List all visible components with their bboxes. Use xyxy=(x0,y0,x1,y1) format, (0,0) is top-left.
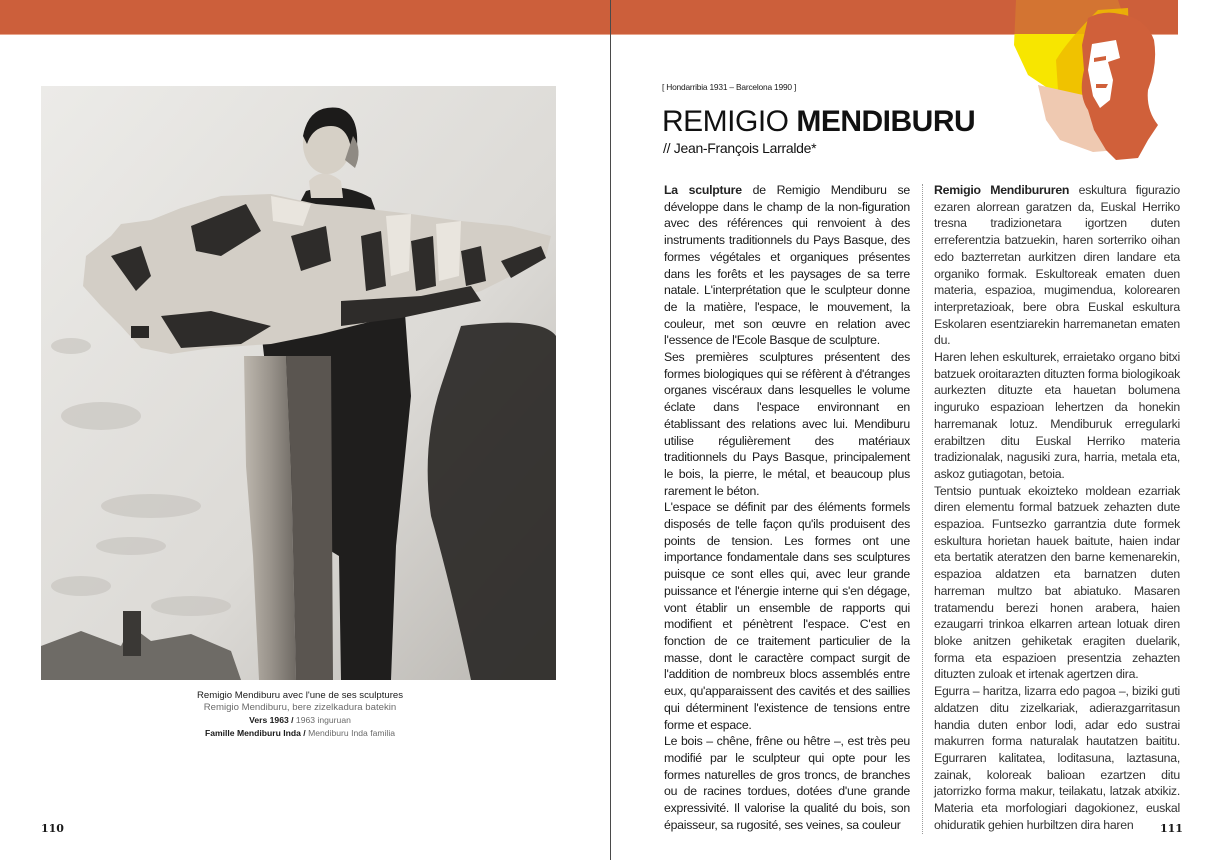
french-paragraph: L'espace se définit par des éléments formels disposés de telle façon qu'ils produisent des points de tension. Les formes ont une importance fondamentale dans ses sculptures puisque ce sont elles qui, avec leur grande puissance et l'énergie interne qui s'en dégage, vont établir un ensemble de rapports qui modifient et pénètrent l'espace. C'est en fonction de ce traitement particulier de la masse, dont le caractère compact surgit de l'addition de nombreux blocs assemblés entre eux, qu'apparaissent des cavités et des saillies qui déterminent l'existence de tensions entre forme et espace. xyxy=(664,500,910,732)
basque-text-column xyxy=(934,182,1180,833)
basque-paragraph: Tentsio puntuak ekoizteko moldean ezarriak diren elementu formal batzuek zehazten dute espazioa. Funtsezko garrantzia dute formek eskultura horietan hauek baitute, haien indar eta bertatik ateratzen den barne kemenarekin, espazioa aldatzen eta barnatzen duten harreman multzo bat abiatuko. Masaren tratamendu berezi honen arabera, haien ezaugarri trinkoa elkarren artean lotuak diren bloke anitzen gehiketak eragiten duelarik, forma eta espazioen presentzia zehazten dituzten zuloak et irtenak agertzen dira. xyxy=(934,483,1180,682)
caption-credit xyxy=(150,727,450,740)
caption-title-french: Remigio Mendiburu avec l'une de ses sculptures xyxy=(196,690,404,701)
page-spine-divider xyxy=(610,0,611,860)
french-paragraph: Le bois – chêne, frêne ou hêtre –, est très peu modifié par le sculpteur qui opte pour les formes naturelles de gros troncs, de branches ou de racines tordues, dotées d'une grande expressivité. Il valorise la qualité du bois, son épaisseur, sa rugosité, ses veines, sa couleur xyxy=(664,734,910,832)
photo-illustration xyxy=(41,86,556,680)
artist-portrait-graphic xyxy=(998,0,1178,165)
french-text-column xyxy=(664,182,910,833)
basque-lead-bold: Remigio Mendibururen xyxy=(934,183,1070,197)
caption-date-basque: 1963 inguruan xyxy=(293,715,351,725)
artist-life-dates: [ Hondarribia 1931 – Barcelona 1990 ] xyxy=(662,82,797,92)
page-number-right: 111 xyxy=(1160,822,1183,835)
basque-paragraph: Egurra – haritza, lizarra edo pagoa –, biziki guti aldatzen ditu zizelkariak, adierazgarritasun handia duten enbor lodi, adar edo sustrai makurren forma naturalak hautatzen baititu. Egurraren kalitatea, loditasuna, laztasuna, zainak, koloreak balioan ezartzen ditu jatorrizko forma makur, teilakatu, latzak atxikiz. Materia eta morfologiari dagokionez, euskal ohiduratik gehien hurbiltzen dira haren xyxy=(934,684,1180,832)
basque-paragraph: Haren lehen eskulturek, erraietako organo bitxi batzuek oroitarazten dituzten forma biologikoak aurkezten dituzte eta hauetan bolumena inguruko espazioan lehertzen da honekin harremanak lotuz. Mendiburuk erregularki erabiltzen ditu Euskal Herriko materia tradizionalak, nagusiki zura, harria, metala eta, askoz gutiagotan, betoia. xyxy=(934,350,1180,481)
title-last-name: MENDIBURU xyxy=(796,105,976,138)
basque-paragraph: Remigio Mendibururen eskultura figurazio ezaren alorrean garatzen da, Euskal Herriko tresna tradizionetara igortzen duten erreferentzia batzuekin, haren sorterriko oihan edo bazterretan aurkitzen diren landare eta organiko formak. Eskultoreak ematen duen materia, espazioa, mugimendua, kolorearen interpretazioak, bere obra Euskal eskultura Eskolaren esentziarekin harremanetan ematen du. xyxy=(934,183,1180,348)
article-title xyxy=(662,105,975,139)
column-divider-dotted xyxy=(922,184,923,834)
article-author: // Jean-François Larralde* xyxy=(663,140,817,156)
caption-date-french: Vers 1963 / xyxy=(249,715,294,725)
caption-date xyxy=(150,714,450,727)
caption-title-basque: Remigio Mendiburu, bere zizelkadura batekin xyxy=(203,702,397,713)
page-number-left: 110 xyxy=(41,822,64,835)
french-lead-bold: La sculpture xyxy=(664,183,742,197)
french-paragraph: La sculpture de Remigio Mendiburu se développe dans le champ de la non-figuration avec des références qui renvoient à des instruments traditionnels du Pays Basque, des formes végétales et organiques présentes dans les forêts et les paysages de sa terre natale. L'interprétation que le sculpteur donne de la matière, l'espace, le mouvement, la couleur, met son œuvre en relation avec l'essence de l'Ecole Basque de sculpture. xyxy=(664,183,910,348)
caption-credit-basque: Mendiburu Inda familia xyxy=(305,728,396,738)
french-paragraph: Ses premières sculptures présentent des formes biologiques qui se réfèrent à d'étranges organes viscéraux dans lesquelles le volume éclate dans l'espace environnant en établissant des relations avec lui. Mendiburu utilise régulièrement des matériaux traditionnels du Pays Basque, principalement le bois, la pierre, le métal, et beaucoup plus rarement le béton. xyxy=(664,350,910,498)
photo-caption xyxy=(150,690,450,740)
caption-credit-french: Famille Mendiburu Inda / xyxy=(204,728,306,738)
title-first-name: REMIGIO xyxy=(662,105,797,138)
sculptor-photograph xyxy=(41,86,556,680)
